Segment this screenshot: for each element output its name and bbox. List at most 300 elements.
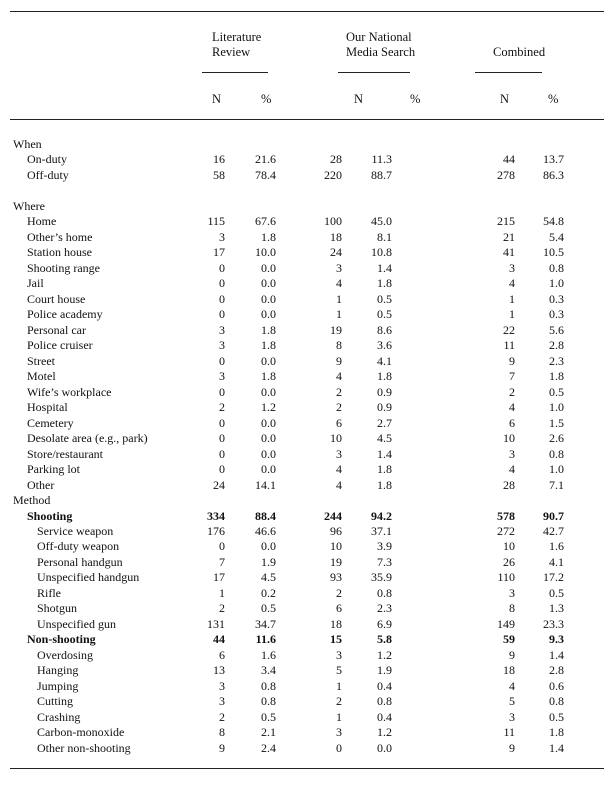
- cell-n2: 18: [330, 616, 342, 631]
- cell-n1: 0: [219, 260, 225, 275]
- cell-p2: 45.0: [371, 214, 392, 229]
- cell-n2: 8: [336, 338, 342, 353]
- table-row: [0, 462, 615, 478]
- cell-n1: 3: [219, 322, 225, 337]
- table-row: [0, 741, 615, 757]
- cell-p2: 7.3: [377, 554, 392, 569]
- cell-n2: 5: [336, 663, 342, 678]
- col-title-literature: [212, 30, 261, 60]
- table-row: [0, 555, 615, 571]
- cell-n2: 0: [336, 740, 342, 755]
- cell-n3: 7: [509, 369, 515, 384]
- cell-p2: 1.2: [377, 725, 392, 740]
- cell-p3: 7.1: [549, 477, 564, 492]
- table-row: [0, 152, 615, 168]
- cell-p1: 88.4: [255, 508, 276, 523]
- col-n-media: N: [354, 92, 364, 106]
- table-row: [0, 524, 615, 540]
- row-label: Unspecified gun: [37, 616, 116, 631]
- row-label: Shooting: [27, 508, 73, 523]
- table-row: [0, 354, 615, 370]
- cell-n2: 4: [336, 276, 342, 291]
- row-label: Carbon-monoxide: [37, 725, 125, 740]
- table-row: [0, 137, 615, 153]
- cell-n2: 1: [336, 291, 342, 306]
- cell-p1: 3.4: [261, 663, 276, 678]
- cell-p1: 10.0: [255, 245, 276, 260]
- table-row: [0, 632, 615, 648]
- cell-p2: 8.1: [377, 229, 392, 244]
- row-label: When: [13, 137, 42, 151]
- cell-n2: 9: [336, 353, 342, 368]
- cell-n2: 6: [336, 415, 342, 430]
- cell-n1: 0: [219, 446, 225, 461]
- cell-p2: 1.2: [377, 647, 392, 662]
- row-label: Method: [13, 493, 51, 508]
- row-label: Street: [27, 353, 55, 368]
- cell-p1: 21.6: [255, 152, 276, 167]
- cell-p3: 1.0: [549, 462, 564, 477]
- cell-p2: 37.1: [371, 524, 392, 538]
- cell-n3: 110: [497, 570, 515, 585]
- cell-p1: 1.8: [261, 369, 276, 384]
- cell-n1: 3: [219, 229, 225, 244]
- table-row: [0, 509, 615, 525]
- bottom-rule: [10, 768, 604, 769]
- cell-n2: 19: [330, 322, 342, 337]
- cell-p3: 10.5: [543, 245, 564, 260]
- row-label: Shooting range: [27, 260, 100, 275]
- cell-n2: 4: [336, 462, 342, 477]
- table-row: [0, 570, 615, 586]
- cell-p3: 2.8: [549, 338, 564, 353]
- cell-n1: 17: [213, 570, 225, 585]
- table-row: [0, 385, 615, 401]
- row-label: Hospital: [27, 400, 68, 415]
- cell-p2: 88.7: [371, 167, 392, 182]
- table-row: [0, 214, 615, 230]
- cell-p3: 5.4: [549, 229, 564, 244]
- cell-n3: 10: [503, 431, 515, 446]
- table-row: [0, 245, 615, 261]
- cell-p1: 0.8: [261, 678, 276, 693]
- cell-n3: 3: [509, 446, 515, 461]
- cell-n3: 9: [509, 353, 515, 368]
- table-row: [0, 400, 615, 416]
- cell-p3: 0.5: [549, 709, 564, 724]
- cell-p1: 0.5: [261, 601, 276, 616]
- cell-n1: 115: [207, 214, 225, 229]
- cell-p3: 1.8: [549, 369, 564, 384]
- row-label: Other non-shooting: [37, 740, 131, 755]
- cell-n2: 93: [330, 570, 342, 585]
- cell-n2: 100: [324, 214, 342, 229]
- table-row: [0, 431, 615, 447]
- row-label: Home: [27, 214, 57, 229]
- cell-n1: 0: [219, 307, 225, 322]
- cell-p2: 0.4: [377, 709, 392, 724]
- table-row: [0, 679, 615, 695]
- cell-p3: 1.4: [549, 647, 564, 662]
- cell-n1: 2: [219, 709, 225, 724]
- cell-n3: 4: [509, 678, 515, 693]
- col-pct-combined: %: [548, 92, 559, 106]
- cell-p1: 1.6: [261, 647, 276, 662]
- row-label: Store/restaurant: [27, 446, 103, 461]
- row-label: Motel: [27, 369, 56, 384]
- cell-p3: 54.8: [543, 214, 564, 229]
- col-pct-media: %: [410, 92, 421, 106]
- cell-n3: 272: [497, 524, 515, 538]
- cell-p3: 42.7: [543, 524, 564, 538]
- cell-n3: 11: [503, 725, 515, 740]
- cell-p2: 35.9: [371, 570, 392, 585]
- cell-n2: 24: [330, 245, 342, 260]
- cell-n3: 44: [503, 152, 515, 167]
- cell-n2: 3: [336, 725, 342, 740]
- table-row: [0, 292, 615, 308]
- cell-p2: 3.6: [377, 338, 392, 353]
- cell-n3: 28: [503, 477, 515, 492]
- row-label: Shotgun: [37, 601, 78, 616]
- cell-p3: 0.3: [549, 291, 564, 306]
- cell-p3: 2.8: [549, 663, 564, 678]
- cell-p1: 2.4: [261, 740, 276, 755]
- cell-n3: 18: [503, 663, 515, 678]
- col-title-line1: Literature: [212, 30, 262, 44]
- cell-p2: 5.8: [377, 632, 392, 647]
- cell-n1: 0: [219, 415, 225, 430]
- cell-n3: 1: [509, 291, 515, 306]
- table-row: [0, 261, 615, 277]
- cell-n1: 44: [213, 632, 225, 647]
- cell-n2: 19: [330, 554, 342, 569]
- cell-p1: 0.0: [261, 539, 276, 554]
- cell-p1: 0.0: [261, 431, 276, 446]
- cell-n3: 5: [509, 694, 515, 709]
- cell-n1: 3: [219, 678, 225, 693]
- cell-p2: 0.8: [377, 585, 392, 600]
- cell-p2: 10.8: [371, 245, 392, 260]
- cell-n3: 41: [503, 245, 515, 260]
- table-row: [0, 710, 615, 726]
- cell-n3: 26: [503, 554, 515, 569]
- cell-n1: 7: [219, 554, 225, 569]
- table-row: [0, 601, 615, 617]
- cell-p3: 1.6: [549, 539, 564, 554]
- row-label: Wife’s workplace: [27, 384, 112, 399]
- row-label: Hanging: [37, 663, 79, 678]
- cell-p3: 0.8: [549, 446, 564, 461]
- cell-n2: 1: [336, 307, 342, 322]
- table-row: [0, 663, 615, 679]
- cell-n3: 2: [509, 384, 515, 399]
- cell-n3: 6: [509, 415, 515, 430]
- cell-n2: 244: [324, 508, 342, 523]
- cell-p3: 0.3: [549, 307, 564, 322]
- cell-n2: 1: [336, 709, 342, 724]
- table-row: [0, 323, 615, 339]
- table-row: [0, 416, 615, 432]
- cell-n1: 2: [219, 400, 225, 415]
- cell-n1: 6: [219, 647, 225, 662]
- cell-p3: 0.8: [549, 694, 564, 709]
- cell-p2: 0.5: [377, 307, 392, 322]
- cell-n2: 3: [336, 446, 342, 461]
- table-row: [0, 276, 615, 292]
- cell-n3: 3: [509, 260, 515, 275]
- cell-p3: 9.3: [549, 632, 564, 647]
- cell-p2: 0.0: [377, 740, 392, 755]
- cell-n3: 149: [497, 616, 515, 631]
- cell-p3: 0.5: [549, 585, 564, 600]
- cell-n2: 4: [336, 477, 342, 492]
- row-label: Cemetery: [27, 415, 74, 430]
- cell-p2: 0.5: [377, 291, 392, 306]
- cell-p2: 4.1: [377, 353, 392, 368]
- cell-p3: 17.2: [543, 570, 564, 585]
- cell-p3: 1.4: [549, 740, 564, 755]
- col-title-line1: Combined: [493, 45, 546, 59]
- cell-p3: 86.3: [543, 167, 564, 182]
- cell-p1: 11.6: [255, 632, 276, 647]
- cell-n1: 0: [219, 353, 225, 368]
- cell-n2: 2: [336, 694, 342, 709]
- cell-p2: 1.8: [377, 462, 392, 477]
- cell-p2: 2.3: [377, 601, 392, 616]
- cell-p2: 6.9: [377, 616, 392, 631]
- cell-p1: 4.5: [261, 570, 276, 585]
- cell-n1: 3: [219, 369, 225, 384]
- row-label: Desolate area (e.g., park): [27, 431, 148, 446]
- col-pct-literature: %: [261, 92, 272, 106]
- cell-n1: 0: [219, 384, 225, 399]
- cell-n3: 4: [509, 400, 515, 415]
- row-label: Overdosing: [37, 647, 93, 662]
- row-label: Personal car: [27, 322, 86, 337]
- cell-p3: 0.8: [549, 260, 564, 275]
- cell-n2: 10: [330, 431, 342, 446]
- cell-n3: 22: [503, 322, 515, 337]
- cell-n1: 176: [207, 524, 225, 538]
- table-row: [0, 230, 615, 246]
- cell-n2: 220: [324, 167, 342, 182]
- cell-p3: 1.3: [549, 601, 564, 616]
- group-rule-media: [338, 72, 410, 73]
- cell-p2: 2.7: [377, 415, 392, 430]
- cell-n1: 0: [219, 276, 225, 291]
- row-label: Court house: [27, 291, 86, 306]
- row-label: Police academy: [27, 307, 103, 322]
- row-label: Parking lot: [27, 462, 80, 477]
- cell-p2: 0.8: [377, 694, 392, 709]
- cell-n2: 10: [330, 539, 342, 554]
- cell-p1: 46.6: [255, 524, 276, 538]
- header-rule: [10, 119, 604, 120]
- row-label: Off-duty weapon: [37, 539, 120, 554]
- cell-n3: 1: [509, 307, 515, 322]
- cell-n1: 131: [207, 616, 225, 631]
- cell-n1: 58: [213, 167, 225, 182]
- table-row: [0, 694, 615, 710]
- cell-p1: 0.0: [261, 384, 276, 399]
- col-title-media: [346, 30, 415, 60]
- row-label: Police cruiser: [27, 338, 93, 353]
- cell-p2: 1.4: [377, 446, 392, 461]
- table-row: [0, 725, 615, 741]
- cell-p1: 0.8: [261, 694, 276, 709]
- table-row: [0, 307, 615, 323]
- cell-p1: 14.1: [255, 477, 276, 492]
- table-row: [0, 617, 615, 633]
- cell-p1: 2.1: [261, 725, 276, 740]
- cell-p1: 0.5: [261, 709, 276, 724]
- cell-p2: 1.4: [377, 260, 392, 275]
- cell-p2: 0.4: [377, 678, 392, 693]
- cell-p2: 94.2: [371, 508, 392, 523]
- row-label: Off-duty: [27, 167, 69, 182]
- cell-n1: 8: [219, 725, 225, 740]
- cell-p2: 1.8: [377, 369, 392, 384]
- cell-n3: 10: [503, 539, 515, 554]
- cell-n2: 28: [330, 152, 342, 167]
- cell-n3: 11: [503, 338, 515, 353]
- row-label: Station house: [27, 245, 92, 260]
- cell-n3: 59: [503, 632, 515, 647]
- cell-p3: 1.8: [549, 725, 564, 740]
- table-row: [0, 338, 615, 354]
- row-label: Other: [27, 477, 55, 492]
- row-label: Unspecified handgun: [37, 570, 140, 585]
- cell-p3: 0.5: [549, 384, 564, 399]
- cell-p2: 1.8: [377, 276, 392, 291]
- cell-n3: 215: [497, 214, 515, 229]
- cell-n1: 17: [213, 245, 225, 260]
- cell-p3: 5.6: [549, 322, 564, 337]
- cell-n3: 4: [509, 462, 515, 477]
- cell-n1: 24: [213, 477, 225, 492]
- table-row: [0, 168, 615, 184]
- table-row: [0, 539, 615, 555]
- col-title-line1: Our National: [346, 30, 412, 44]
- cell-n3: 3: [509, 585, 515, 600]
- cell-n2: 3: [336, 647, 342, 662]
- row-label: Cutting: [37, 694, 74, 709]
- table-row: [0, 199, 615, 215]
- cell-p2: 0.9: [377, 384, 392, 399]
- col-title-line2: Review: [212, 45, 251, 59]
- cell-p1: 0.0: [261, 276, 276, 291]
- cell-n2: 96: [330, 524, 342, 538]
- cell-p1: 78.4: [255, 167, 276, 182]
- row-label: On-duty: [27, 152, 67, 167]
- cell-p3: 0.6: [549, 678, 564, 693]
- cell-p3: 13.7: [543, 152, 564, 167]
- table-row: [0, 369, 615, 385]
- cell-n1: 334: [207, 508, 225, 523]
- cell-n1: 0: [219, 539, 225, 554]
- cell-p1: 1.8: [261, 229, 276, 244]
- cell-n3: 4: [509, 276, 515, 291]
- row-label: Other’s home: [27, 229, 93, 244]
- cell-p1: 0.0: [261, 291, 276, 306]
- table-row: [0, 447, 615, 463]
- cell-n2: 4: [336, 369, 342, 384]
- row-label: Jumping: [37, 678, 79, 693]
- cell-n3: 578: [497, 508, 515, 523]
- cell-n1: 13: [213, 663, 225, 678]
- row-label: Where: [13, 198, 45, 213]
- cell-n1: 1: [219, 585, 225, 600]
- cell-n2: 1: [336, 678, 342, 693]
- cell-n1: 2: [219, 601, 225, 616]
- cell-n1: 0: [219, 291, 225, 306]
- cell-p1: 0.0: [261, 307, 276, 322]
- cell-p1: 1.9: [261, 554, 276, 569]
- cell-n3: 21: [503, 229, 515, 244]
- group-rule-literature: [202, 72, 268, 73]
- cell-n1: 0: [219, 462, 225, 477]
- group-rule-combined: [475, 72, 542, 73]
- cell-p1: 1.8: [261, 338, 276, 353]
- cell-n3: 8: [509, 601, 515, 616]
- cell-p1: 0.0: [261, 353, 276, 368]
- cell-p2: 3.9: [377, 539, 392, 554]
- col-title-line2: Media Search: [346, 45, 416, 59]
- table-row: [0, 648, 615, 664]
- cell-p3: 1.5: [549, 415, 564, 430]
- cell-n2: 2: [336, 384, 342, 399]
- cell-n1: 3: [219, 694, 225, 709]
- cell-n1: 9: [219, 740, 225, 755]
- cell-p1: 67.6: [255, 214, 276, 229]
- cell-n1: 0: [219, 431, 225, 446]
- cell-n2: 15: [330, 632, 342, 647]
- cell-n1: 3: [219, 338, 225, 353]
- cell-p3: 2.3: [549, 353, 564, 368]
- cell-p1: 0.0: [261, 446, 276, 461]
- cell-p2: 11.3: [371, 152, 392, 167]
- cell-p1: 0.0: [261, 260, 276, 275]
- cell-n1: 16: [213, 152, 225, 167]
- cell-n2: 3: [336, 260, 342, 275]
- table-row: [0, 183, 615, 199]
- cell-n2: 6: [336, 601, 342, 616]
- row-label: Service weapon: [37, 524, 114, 538]
- cell-p3: 23.3: [543, 616, 564, 631]
- cell-p2: 8.6: [377, 322, 392, 337]
- cell-p3: 4.1: [549, 554, 564, 569]
- cell-n3: 3: [509, 709, 515, 724]
- cell-p2: 4.5: [377, 431, 392, 446]
- row-label: Rifle: [37, 585, 61, 600]
- cell-n3: 9: [509, 740, 515, 755]
- col-n-literature: N: [212, 92, 222, 106]
- cell-p2: 1.8: [377, 477, 392, 492]
- cell-n2: 2: [336, 400, 342, 415]
- table-row: [0, 586, 615, 602]
- row-label: Non-shooting: [27, 632, 96, 647]
- cell-p1: 1.2: [261, 400, 276, 415]
- cell-p3: 2.6: [549, 431, 564, 446]
- table-row: [0, 493, 615, 509]
- table-row: [0, 478, 615, 494]
- col-title-combined: [493, 45, 545, 60]
- cell-p1: 34.7: [255, 616, 276, 631]
- cell-p3: 1.0: [549, 276, 564, 291]
- cell-p3: 90.7: [543, 508, 564, 523]
- cell-p2: 1.9: [377, 663, 392, 678]
